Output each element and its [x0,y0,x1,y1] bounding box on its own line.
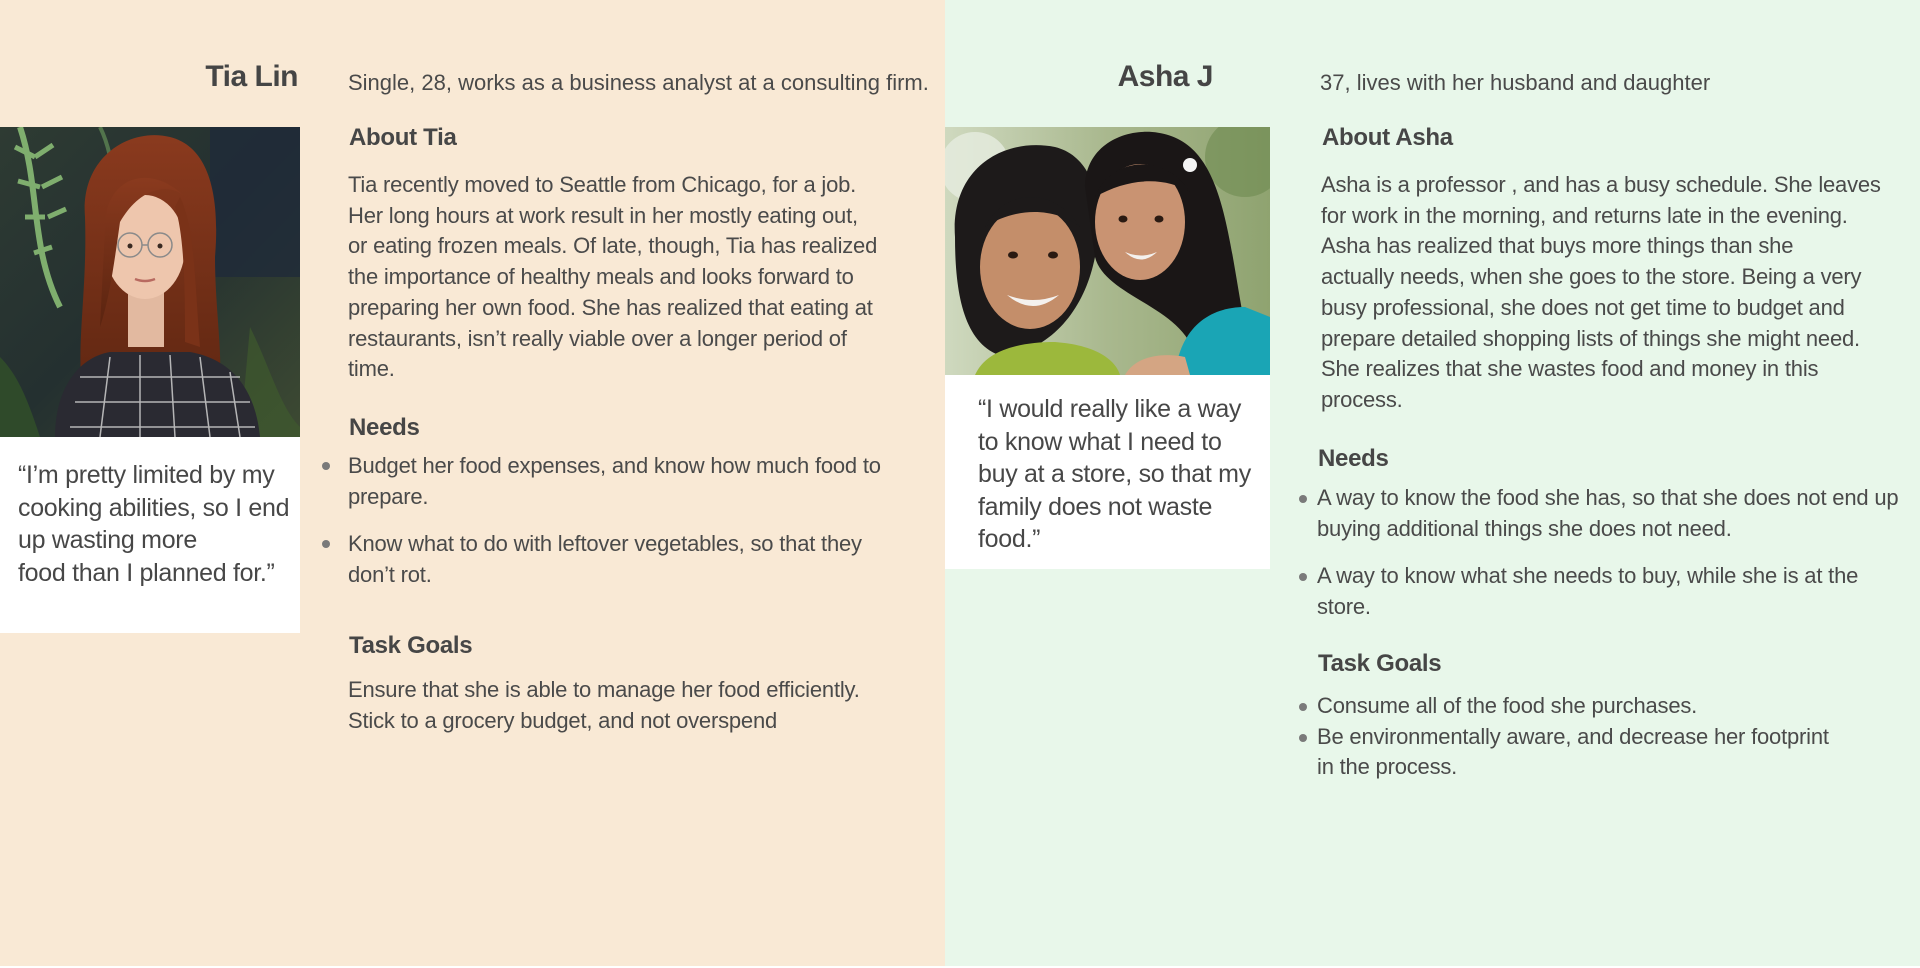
needs-heading: Needs [1318,445,1389,472]
quote-line: to know what I need to [978,427,1222,456]
task-goals-list [1317,691,1907,783]
about-heading: About Tia [349,124,457,151]
about-text [1321,170,1901,416]
about-text [348,170,908,385]
bullet-icon [1299,495,1307,503]
goal-line: Stick to a grocery budget, and not overspend [348,707,778,733]
about-line: busy professional, she does not get time to budget and [1321,294,1845,320]
about-heading: About Asha [1322,124,1453,151]
list-item [348,451,928,512]
about-line: prepare detailed shopping lists of things she might need. [1321,325,1860,351]
persona-panel-tia [0,0,945,966]
persona-quote [18,459,298,589]
persona-summary: Single, 28, works as a business analyst at a consulting firm. [348,70,929,95]
needs-list [348,451,928,591]
list-item [1317,483,1907,544]
need-line: A way to know what she needs to buy, while she is at the [1317,563,1859,589]
goal-line: Consume all of the food she purchases. [1317,693,1698,718]
bullet-icon [322,462,330,470]
quote-line: “I would really like a way [978,395,1242,423]
quote-line: family does not waste [978,492,1213,521]
bullet-icon [1299,734,1307,742]
quote-line: “I’m pretty limited by my [18,461,275,489]
about-line: preparing her own food. She has realized that eating at [348,294,873,320]
task-goals-heading: Task Goals [1318,650,1442,677]
need-line: Know what to do with leftover vegetables, so that they [348,531,862,557]
persona-name: Asha J [1117,60,1213,93]
about-line: Asha has realized that buys more things than she [1321,233,1794,259]
quote-line: food than I planned for.” [18,558,275,587]
persona-quote [978,393,1268,556]
about-line: process. [1321,386,1403,412]
bullet-icon [1299,573,1307,581]
persona-quote-card [0,437,300,633]
quote-line: buy at a store, so that my [978,460,1251,488]
quote-line: food.” [978,525,1041,553]
persona-summary: 37, lives with her husband and daughter [1320,70,1711,95]
about-line: actually needs, when she goes to the store. Being a very [1321,264,1862,290]
persona-panel-asha [945,0,1920,966]
about-line: Tia recently moved to Seattle from Chicago, for a job. [348,172,857,197]
about-line: the importance of healthy meals and looks forward to [348,264,854,290]
bullet-icon [1299,703,1307,711]
mother-daughter-photo-icon [945,127,1270,375]
list-item [1317,691,1907,722]
persona-photo [945,127,1270,375]
list-item [1317,722,1907,783]
bullet-icon [322,540,330,548]
task-goals-heading: Task Goals [349,632,473,659]
persona-quote-card [945,375,1270,569]
woman-portrait-photo-icon [0,127,300,437]
need-line: A way to know the food she has, so that she does not end up [1317,485,1899,510]
about-line: time. [348,356,395,382]
about-line: Asha is a professor , and has a busy schedule. She leaves [1321,172,1881,197]
need-line: Budget her food expenses, and know how much food to [348,453,881,478]
need-line: prepare. [348,483,429,509]
goal-line: in the process. [1317,754,1458,780]
task-goals-text [348,675,928,736]
about-line: or eating frozen meals. Of late, though, Tia has realized [348,233,878,259]
about-line: restaurants, isn’t really viable over a longer period of [348,325,847,351]
goal-line: Ensure that she is able to manage her food efficiently. [348,677,860,702]
need-line: store. [1317,594,1371,620]
quote-line: up wasting more [18,526,197,554]
needs-heading: Needs [349,414,420,441]
about-line: She realizes that she wastes food and money in this [1321,356,1819,382]
list-item [1317,561,1907,622]
need-line: buying additional things she does not need. [1317,515,1732,541]
quote-line: cooking abilities, so I end [18,493,290,522]
need-line: don’t rot. [348,562,432,588]
persona-photo [0,127,300,437]
about-line: Her long hours at work result in her mostly eating out, [348,202,858,228]
list-item [348,529,928,590]
needs-list [1317,483,1907,623]
about-line: for work in the morning, and returns late in the evening. [1321,202,1848,228]
persona-name: Tia Lin [205,60,298,93]
goal-line: Be environmentally aware, and decrease her footprint [1317,723,1829,749]
